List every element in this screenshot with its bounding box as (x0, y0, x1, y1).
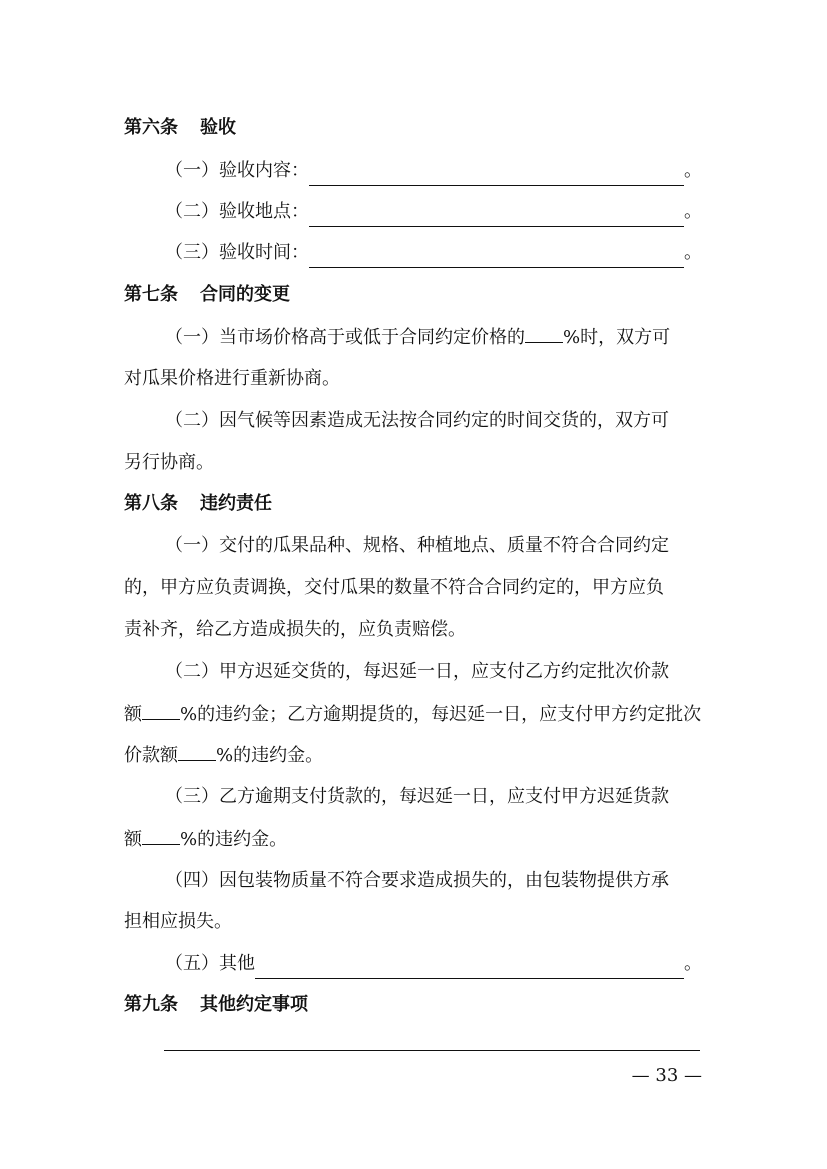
article-7-clause-1-line-2: 对瓜果价格进行重新协商。 (124, 368, 340, 389)
article-7-clause-2-line-2: 另行协商。 (124, 452, 214, 473)
acceptance-content-blank[interactable] (309, 163, 684, 186)
acceptance-content-row: （一）验收内容： 。 (165, 156, 702, 186)
buyer-penalty-percent-blank[interactable] (178, 740, 216, 761)
article-8-clause-2-line-3: 价款额 %的违约金。 (124, 740, 702, 771)
page-number: — 33 — (631, 1065, 702, 1086)
article-8-clause-2-line-2: 额 %的违约金；乙方逾期提货的，每迟延一日，应支付甲方约定批次 (124, 699, 702, 730)
acceptance-time-blank[interactable] (309, 245, 684, 268)
article-8-heading: 第八条 违约责任 (124, 493, 272, 514)
other-terms-blank[interactable] (255, 956, 684, 979)
article-8-clause-3-line-2: 额 %的违约金。 (124, 824, 702, 855)
article-8-clause-4-line-1: （四）因包装物质量不符合要求造成损失的，由包装物提供方承 (165, 870, 669, 891)
article-8-clause-1-line-2: 的，甲方应负责调换，交付瓜果的数量不符合合同约定的，甲方应负 (124, 577, 664, 598)
acceptance-location-blank[interactable] (309, 204, 684, 227)
article-8-clause-4-line-2: 担相应损失。 (124, 911, 232, 932)
footer-divider (164, 1050, 700, 1051)
price-percent-blank[interactable] (525, 322, 563, 343)
article-8-clause-2-line-1: （二）甲方迟延交货的，每迟延一日，应支付乙方约定批次价款 (165, 661, 669, 682)
payment-penalty-percent-blank[interactable] (142, 824, 180, 845)
article-9-heading: 第九条 其他约定事项 (124, 994, 308, 1015)
article-8-clause-3-line-1: （三）乙方逾期支付货款的，每迟延一日，应支付甲方迟延货款 (165, 786, 669, 807)
article-8-clause-1-line-1: （一）交付的瓜果品种、规格、种植地点、质量不符合合同约定 (165, 535, 669, 556)
seller-penalty-percent-blank[interactable] (142, 699, 180, 720)
acceptance-location-row: （二）验收地点： 。 (165, 197, 702, 227)
acceptance-time-row: （三）验收时间： 。 (165, 238, 702, 268)
article-7-clause-2-line-1: （二）因气候等因素造成无法按合同约定的时间交货的，双方可 (165, 410, 669, 431)
article-6-heading: 第六条 验收 (124, 117, 236, 138)
article-7-heading: 第七条 合同的变更 (124, 284, 290, 305)
article-8-clause-1-line-3: 责补齐，给乙方造成损失的，应负责赔偿。 (124, 619, 466, 640)
article-7-clause-1-line-1: （一）当市场价格高于或低于合同约定价格的 %时，双方可 (165, 322, 702, 353)
article-8-clause-5: （五）其他 。 (165, 949, 702, 979)
